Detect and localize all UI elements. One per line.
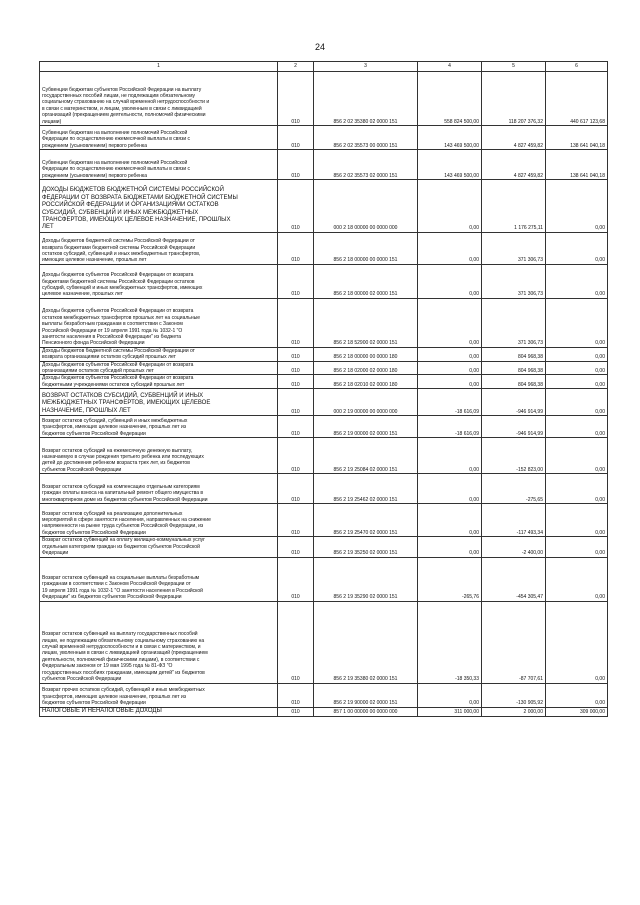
table-row [40,375,608,389]
budget-classification-code: 000 2 18 00000 00 0000 000 [314,180,418,233]
line-code: 010 [278,504,314,537]
column-header: 6 [546,62,608,72]
approved-amount: 0,00 [418,298,482,347]
row-description: Доходы бюджетов субъектов Российской Федерации от возврата организациями остатков субсидий прошлых лет [40,361,278,375]
row-description: Субвенции бюджетам субъектов Российской Федерации на выплату государственных пособий лицам, не подлежащим обязательному социальному страхованию на случай временной нетрудоспособности и в связи с материнством, и лицам, уволенным в связи с ликвидацией организаций (прекращением деятельности, полномочий физическими лицами) [40,72,278,126]
line-code: 010 [278,601,314,683]
unexecuted-amount: 0,00 [546,504,608,537]
executed-amount: -454 305,47 [482,557,546,601]
budget-classification-code: 856 2 19 35380 02 0000 151 [314,601,418,683]
row-description: Возврат остатков субвенций на выплату государственных пособий лицам, не подлежащим обязательному социальному страхованию на случай временной нетрудоспособности и в связи с материнством, и лицам, уволенным в связи с ликвидацией организаций (прекращением деятельности, полномочий физическими лицами), в соответствии с Федеральным законом от 19 мая 1995 года № 81-ФЗ "О государственных пособиях гражданам, имеющим детей" из бюджетов субъектов Российской Федерации [40,601,278,683]
table-row [40,150,608,180]
budget-classification-code: 856 2 18 00000 00 0000 151 [314,232,418,264]
executed-amount: -130 905,92 [482,683,546,707]
row-description: НАЛОГОВЫЕ И НЕНАЛОГОВЫЕ ДОХОДЫ [40,707,278,716]
column-header: 5 [482,62,546,72]
table-row [40,707,608,716]
budget-classification-code: 856 2 19 35290 02 0000 151 [314,557,418,601]
row-description: ВОЗВРАТ ОСТАТКОВ СУБСИДИЙ, СУБВЕНЦИЙ И ИНЫХ МЕЖБЮДЖЕТНЫХ ТРАНСФЕРТОВ, ИМЕЮЩИХ ЦЕЛЕВОЕ НАЗНАЧЕНИЕ, ПРОШЛЫХ ЛЕТ [40,389,278,416]
unexecuted-amount: 0,00 [546,537,608,557]
line-code: 010 [278,375,314,389]
budget-classification-code: 856 2 02 35573 00 0000 151 [314,126,418,150]
executed-amount: 371 306,73 [482,232,546,264]
line-code: 010 [278,126,314,150]
row-description: ДОХОДЫ БЮДЖЕТОВ БЮДЖЕТНОЙ СИСТЕМЫ РОССИЙСКОЙ ФЕДЕРАЦИИ ОТ ВОЗВРАТА БЮДЖЕТАМИ БЮДЖЕТНОЙ СИСТЕМЫ РОССИЙСКОЙ ФЕДЕРАЦИИ И ОРГАНИЗАЦИЯМИ ОСТАТКОВ СУБСИДИЙ, СУБВЕНЦИЙ И ИНЫХ МЕЖБЮДЖЕТНЫХ ТРАНСФЕРТОВ, ИМЕЮЩИХ ЦЕЛЕВОЕ НАЗНАЧЕНИЕ, ПРОШЛЫХ ЛЕТ [40,180,278,233]
column-header: 1 [40,62,278,72]
executed-amount: 371 306,73 [482,264,546,298]
unexecuted-amount: 0,00 [546,361,608,375]
unexecuted-amount: 309 000,00 [546,707,608,716]
line-code: 010 [278,150,314,180]
unexecuted-amount: 0,00 [546,474,608,504]
column-header: 4 [418,62,482,72]
executed-amount: -2 400,00 [482,537,546,557]
budget-classification-code: 856 2 19 25084 02 0000 151 [314,438,418,474]
approved-amount: 0,00 [418,180,482,233]
row-description: Возврат прочих остатков субсидий, субвенций и иных межбюджетных трансфертов, имеющих целевое назначение, прошлых лет из бюджетов субъектов Российской Федерации [40,683,278,707]
unexecuted-amount: 0,00 [546,438,608,474]
unexecuted-amount: 0,00 [546,416,608,438]
approved-amount: 0,00 [418,537,482,557]
unexecuted-amount: 0,00 [546,347,608,361]
approved-amount: 143 469 500,00 [418,126,482,150]
executed-amount: 804 968,38 [482,347,546,361]
line-code: 010 [278,361,314,375]
budget-classification-code: 856 2 18 02000 02 0000 180 [314,361,418,375]
table-row [40,474,608,504]
budget-classification-code: 856 2 02 35573 02 0000 151 [314,150,418,180]
row-description: Доходы бюджетов бюджетной системы Российской Федерации от возврата бюджетами бюджетной системы Российской Федерации остатков субсидий, субвенций и иных межбюджетных трансфертов, имеющих целевое назначение, прошлых лет [40,232,278,264]
row-description: Возврат остатков субсидий на реализацию дополнительных мероприятий в сфере занятости населения, направленных на снижение напряженности на рынке труда субъектов Российской Федерации, из бюджетов субъектов Российской Федерации [40,504,278,537]
unexecuted-amount: 0,00 [546,601,608,683]
approved-amount: -18 350,33 [418,601,482,683]
budget-classification-code: 856 2 18 02010 02 0000 180 [314,375,418,389]
line-code: 010 [278,707,314,716]
unexecuted-amount: 0,00 [546,683,608,707]
budget-classification-code: 856 2 19 90000 02 0000 151 [314,683,418,707]
row-description: Возврат остатков субвенций на оплату жилищно-коммунальных услуг отдельным категориям граждан из бюджетов субъектов Российской Федерации [40,537,278,557]
row-description: Возврат остатков субвенций на социальные выплаты безработным гражданам в соответствии с Законом Российской Федерации от 19 апреля 1991 года № 1032-1 "О занятости населения в Российской Федерации" из бюджетов субъектов Российской Федерации [40,557,278,601]
row-description: Доходы бюджетов бюджетной системы Российской Федерации от возврата организациями остатков субсидий прошлых лет [40,347,278,361]
approved-amount: 0,00 [418,375,482,389]
row-description: Возврат остатков субсидий, субвенций и иных межбюджетных трансфертов, имеющих целевое назначение, прошлых лет из бюджетов субъектов Российской Федерации [40,416,278,438]
executed-amount: 371 306,73 [482,298,546,347]
row-description: Доходы бюджетов субъектов Российской Федерации от возврата бюджетами бюджетной системы Российской Федерации остатков субсидий, субвенций и иных межбюджетных трансфертов, имеющих целевое назначение, прошлых лет [40,264,278,298]
table-row [40,180,608,233]
executed-amount: 804 968,38 [482,361,546,375]
table-row [40,416,608,438]
row-description: Доходы бюджетов субъектов Российской Федерации от возврата бюджетными учреждениями остатков субсидий прошлых лет [40,375,278,389]
approved-amount: 0,00 [418,361,482,375]
line-code: 010 [278,416,314,438]
unexecuted-amount: 0,00 [546,389,608,416]
table-row [40,126,608,150]
table-row [40,504,608,537]
executed-amount: -275,65 [482,474,546,504]
line-code: 010 [278,298,314,347]
approved-amount: -18 616,09 [418,389,482,416]
approved-amount: 0,00 [418,474,482,504]
approved-amount: -265,76 [418,557,482,601]
line-code: 010 [278,438,314,474]
table-row [40,72,608,126]
budget-classification-code: 856 2 19 25462 02 0000 151 [314,474,418,504]
unexecuted-amount: 440 617 123,68 [546,72,608,126]
budget-classification-code: 000 2 19 00000 00 0000 000 [314,389,418,416]
budget-classification-code: 856 2 18 00000 00 0000 180 [314,347,418,361]
approved-amount: 0,00 [418,264,482,298]
table-row [40,298,608,347]
budget-table [39,61,608,717]
executed-amount: 4 827 459,82 [482,150,546,180]
budget-classification-code: 856 2 19 35250 02 0000 151 [314,537,418,557]
table-row [40,389,608,416]
executed-amount: 118 207 376,32 [482,72,546,126]
approved-amount: 0,00 [418,347,482,361]
budget-classification-code: 856 2 19 00000 02 0000 151 [314,416,418,438]
approved-amount: 143 469 500,00 [418,150,482,180]
table-row [40,347,608,361]
page-number: 24 [314,42,325,52]
approved-amount: 0,00 [418,438,482,474]
unexecuted-amount: 0,00 [546,180,608,233]
line-code: 010 [278,72,314,126]
line-code: 010 [278,180,314,233]
line-code: 010 [278,537,314,557]
row-description: Доходы бюджетов субъектов Российской Федерации от возврата остатков межбюджетных трансфертов прошлых лет на социальные выплаты безработным гражданам в соответствии с Законом Российской Федерации от 19 апреля 1991 года № 1032-1 "О занятости населения в Российской Федерации" из бюджета Пенсионного фонда Российской Федерации [40,298,278,347]
executed-amount: 804 968,38 [482,375,546,389]
table-row [40,557,608,601]
executed-amount: 2 000,00 [482,707,546,716]
unexecuted-amount: 138 641 040,18 [546,126,608,150]
approved-amount: 0,00 [418,683,482,707]
table-row [40,537,608,557]
table-row [40,438,608,474]
executed-amount: -946 914,99 [482,389,546,416]
budget-classification-code: 857 1 00 00000 00 0000 000 [314,707,418,716]
executed-amount: 4 827 459,82 [482,126,546,150]
budget-classification-code: 856 2 18 52900 02 0000 151 [314,298,418,347]
budget-classification-code: 856 2 19 25470 02 0000 151 [314,504,418,537]
approved-amount: -18 616,09 [418,416,482,438]
executed-amount: -152 823,00 [482,438,546,474]
row-description: Субвенции бюджетам на выполнение полномочий Российской Федерации по осуществлению ежемесячной выплаты в связи с рождением (усыновлением) первого ребенка [40,126,278,150]
table-row [40,361,608,375]
column-header: 3 [314,62,418,72]
table-row [40,683,608,707]
executed-amount: -946 914,99 [482,416,546,438]
header-row [40,62,608,72]
unexecuted-amount: 0,00 [546,375,608,389]
column-header: 2 [278,62,314,72]
line-code: 010 [278,264,314,298]
row-description: Возврат остатков субсидий на ежемесячную денежную выплату, назначаемую в случае рождения третьего ребенка или последующих детей до достижения ребенком возраста трех лет, из бюджетов субъектов Российской Федерации [40,438,278,474]
approved-amount: 0,00 [418,504,482,537]
budget-classification-code: 856 2 02 35380 02 0000 151 [314,72,418,126]
line-code: 010 [278,347,314,361]
approved-amount: 558 824 500,00 [418,72,482,126]
table-row [40,601,608,683]
row-description: Субвенции бюджетам на выполнение полномочий Российской Федерации по осуществлению ежемесячной выплаты в связи с рождением (усыновлением) первого ребенка [40,150,278,180]
approved-amount: 0,00 [418,232,482,264]
executed-amount: 1 176 275,11 [482,180,546,233]
executed-amount: -87 707,61 [482,601,546,683]
unexecuted-amount: 0,00 [546,557,608,601]
table-row [40,264,608,298]
table-row [40,232,608,264]
line-code: 010 [278,389,314,416]
line-code: 010 [278,683,314,707]
row-description: Возврат остатков субсидий на компенсацию отдельным категориям граждан оплаты взноса на капитальный ремонт общего имущества в многоквартирном доме из бюджетов субъектов Российской Федерации [40,474,278,504]
approved-amount: 311 000,00 [418,707,482,716]
unexecuted-amount: 0,00 [546,232,608,264]
line-code: 010 [278,232,314,264]
line-code: 010 [278,557,314,601]
budget-classification-code: 856 2 18 00000 02 0000 151 [314,264,418,298]
executed-amount: -117 493,34 [482,504,546,537]
line-code: 010 [278,474,314,504]
unexecuted-amount: 138 641 040,18 [546,150,608,180]
unexecuted-amount: 0,00 [546,298,608,347]
unexecuted-amount: 0,00 [546,264,608,298]
